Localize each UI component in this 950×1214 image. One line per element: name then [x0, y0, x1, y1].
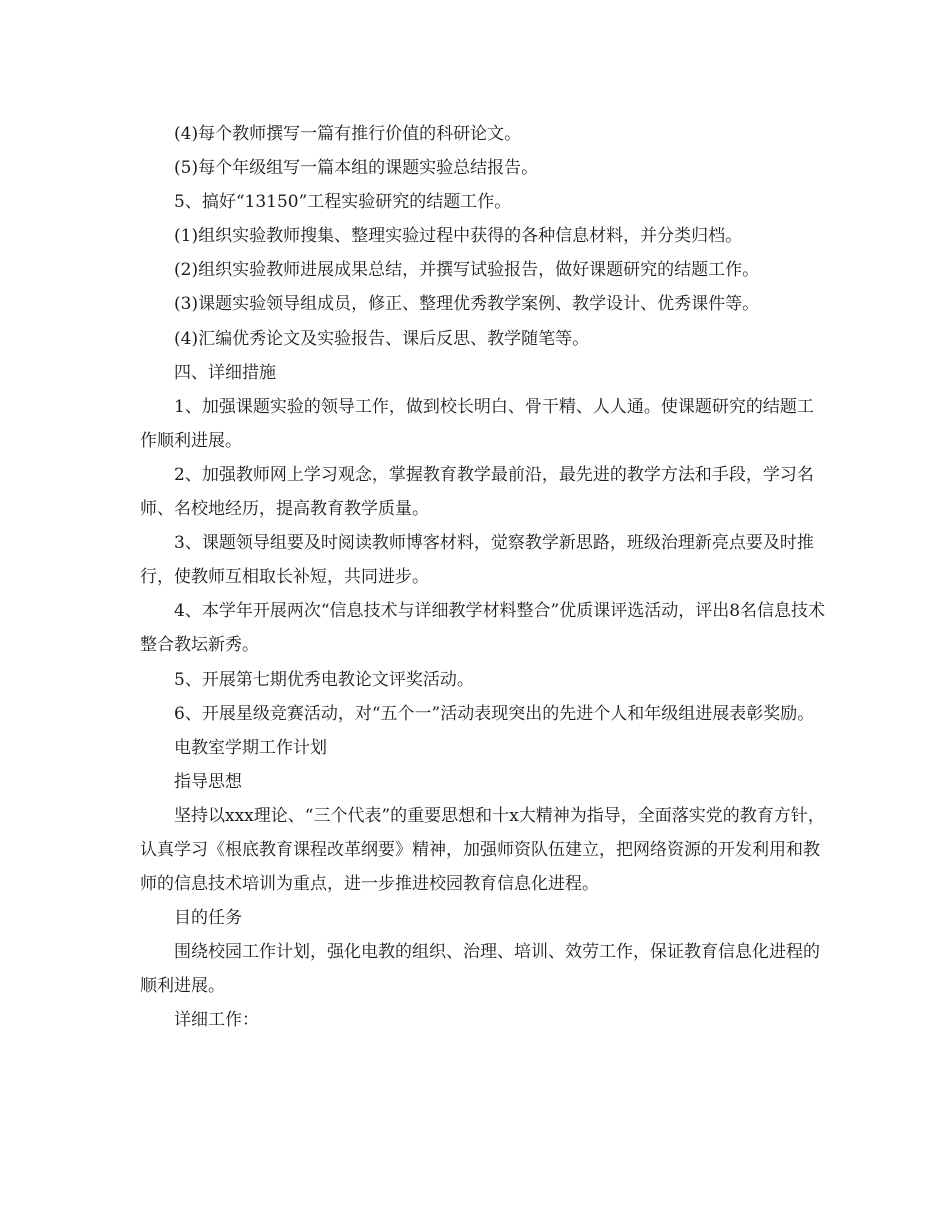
paragraph-measure-4: 4、本学年开展两次“信息技术与详细教学材料整合”优质课评选活动，评出8名信息技术整合教坛新秀。 [140, 601, 826, 656]
paragraph-measure-5: 5、开展第七期优秀电教论文评奖活动。 [174, 669, 474, 690]
paragraph-heading-5-conclusion: 5、搞好“13150”工程实验研究的结题工作。 [174, 192, 512, 213]
paragraph-measure-2: 2、加强教师网上学习观念，掌握教育教学最前沿，最先进的教学方法和手段，学习名师、名校地经历，提高教育教学质量。 [140, 464, 814, 520]
paragraph-measure-3: 3、课题领导组要及时阅读教师博客材料，觉察教学新思路，班级治理新亮点要及时推行，使教师互相取长补短，共同进步。 [140, 533, 814, 588]
section-heading-detailed-work: 详细工作： [174, 1010, 259, 1031]
paragraph-item-2-summary: (2)组织实验教师进展成果总结，并撰写试验报告，做好课题研究的结题工作。 [174, 260, 760, 281]
section-heading-measures: 四、详细措施 [174, 362, 276, 383]
section-heading-objectives: 目的任务 [174, 908, 242, 929]
paragraph-item-4-paper: (4)每个教师撰写一篇有推行价值的科研论文。 [174, 124, 522, 144]
document-body [140, 117, 830, 1038]
paragraph-measure-1: 1、加强课题实验的领导工作，做到校长明白、骨干精、人人通。使课题研究的结题工作顺利进展。 [140, 396, 814, 451]
paragraph-item-3-revise: (3)课题实验领导组成员，修正、整理优秀教学案例、教学设计、优秀课件等。 [174, 294, 760, 315]
paragraph-guiding-thought: 坚持以xxx理论、“三个代表”的重要思想和十x大精神为指导，全面落实党的教育方针，认真学习《根底教育课程改革纲要》精神，加强师资队伍建立，把网络资源的开发利用和教师的信息技术培训为重点，进一步推进校园教育信息化进程。 [140, 805, 825, 895]
document-title-plan: 电教室学期工作计划 [174, 737, 327, 758]
paragraph-objectives: 围绕校园工作计划，强化电教的组织、治理、培训、效劳工作，保证教育信息化进程的顺利进展。 [140, 942, 820, 997]
paragraph-measure-6: 6、开展星级竞赛活动，对“五个一”活动表现突出的先进个人和年级组进展表彰奖励。 [174, 703, 815, 724]
section-heading-guiding-thought: 指导思想 [174, 771, 242, 792]
paragraph-item-5-report: (5)每个年级组写一篇本组的课题实验总结报告。 [174, 158, 539, 179]
paragraph-item-4-compile: (4)汇编优秀论文及实验报告、课后反思、教学随笔等。 [174, 328, 590, 349]
paragraph-item-1-collect: (1)组织实验教师搜集、整理实验过程中获得的各种信息材料，并分类归档。 [174, 226, 743, 247]
